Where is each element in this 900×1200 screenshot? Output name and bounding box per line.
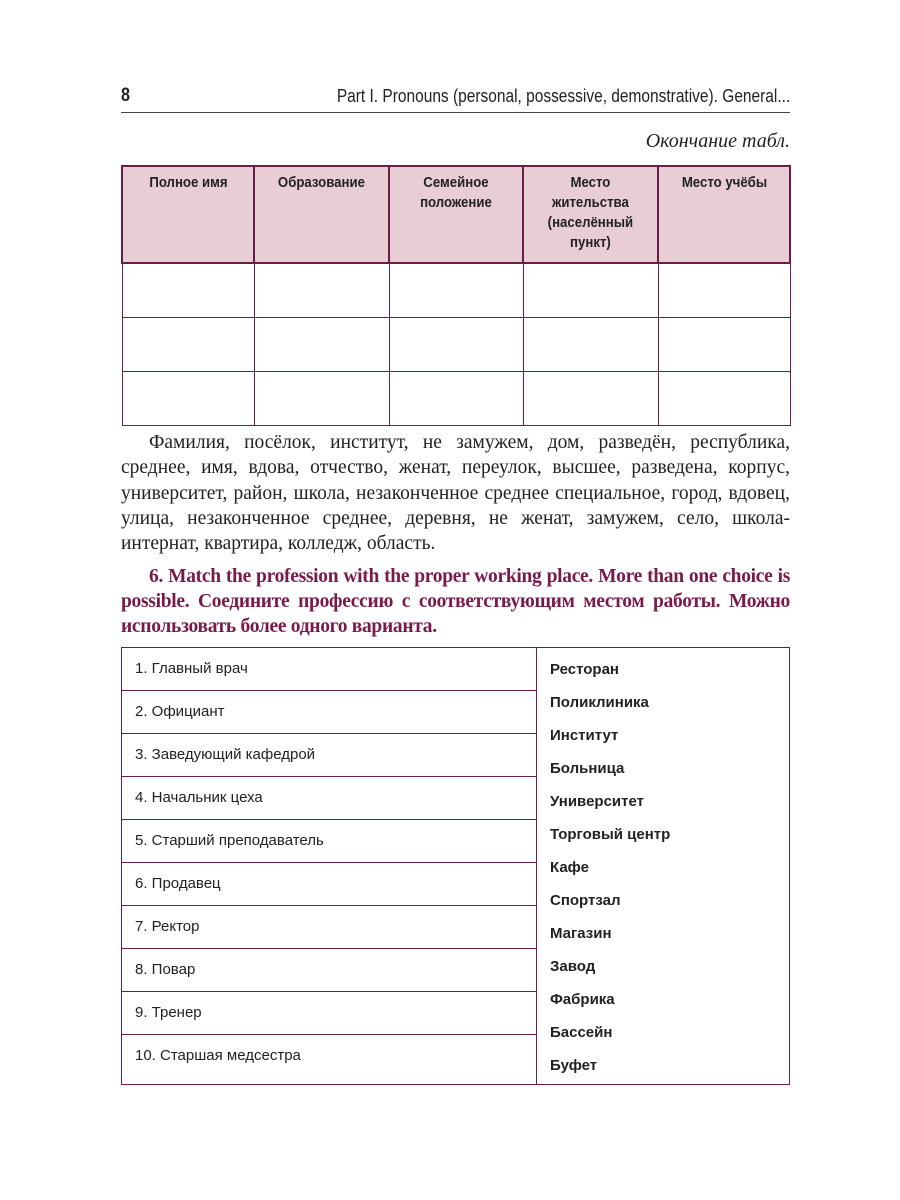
table-header-row <box>122 166 790 263</box>
place-item: Фабрика <box>550 991 615 1008</box>
place-item: Буфет <box>550 1057 598 1074</box>
table-cell[interactable] <box>122 318 254 372</box>
table-cell[interactable] <box>389 263 523 318</box>
profession-item: 5. Старший преподаватель <box>122 820 536 863</box>
place-item: Кафе <box>550 859 589 876</box>
place-item: Ресторан <box>550 661 619 678</box>
table-row <box>122 318 790 372</box>
table-cell[interactable] <box>523 372 658 426</box>
column-header: Семейное положение <box>389 166 523 263</box>
column-header: Образование <box>254 166 389 263</box>
place-item: Завод <box>550 958 596 975</box>
table-cell[interactable] <box>122 263 254 318</box>
profession-item: 7. Ректор <box>122 906 536 949</box>
table-cell[interactable] <box>254 318 389 372</box>
matching-table <box>121 647 790 1085</box>
table-cell[interactable] <box>658 372 790 426</box>
table-row <box>122 372 790 426</box>
place-item: Торговый центр <box>550 826 671 843</box>
table-cell[interactable] <box>254 263 389 318</box>
profession-item: 2. Официант <box>122 691 536 734</box>
table-cell[interactable] <box>389 318 523 372</box>
profession-item: 1. Главный врач <box>122 648 536 691</box>
table-continuation-label: Окончание табл. <box>645 130 790 152</box>
page-number: 8 <box>121 85 130 106</box>
column-header: Место жительства (населённый пункт) <box>523 166 658 263</box>
exercise-6-instruction: 6. Match the profession with the proper working place. More than one choice is possible. Соедините профессию с соответствующим местом работы. Можно использовать более одного варианта. <box>121 566 790 637</box>
table-cell[interactable] <box>523 263 658 318</box>
column-header: Полное имя <box>122 166 254 263</box>
header-rule <box>121 112 790 113</box>
table-cell[interactable] <box>523 318 658 372</box>
professions-column <box>122 648 537 1084</box>
place-item: Университет <box>550 793 644 810</box>
profession-item: 6. Продавец <box>122 863 536 906</box>
place-item: Магазин <box>550 925 612 942</box>
place-item: Поликлиника <box>550 694 649 711</box>
places-column <box>550 658 670 1087</box>
running-title: Part I. Pronouns (personal, possessive, demonstrative). General... <box>336 86 790 106</box>
table-cell[interactable] <box>122 372 254 426</box>
profession-item: 10. Старшая медсестра <box>135 1047 301 1064</box>
profession-item: 9. Тренер <box>122 992 536 1035</box>
word-list-paragraph: Фамилия, посёлок, институт, не замужем, дом, разведён, республика, среднее, имя, вдова, отчество, женат, переулок, высшее, разведена, корпус, университет, район, школа, незаконченное среднее специальное, город, вдовец, улица, незаконченное среднее, деревня, не женат, замужем, село, школа-интернат, квартира, колледж, область. <box>121 432 790 555</box>
profession-item: 8. Повар <box>122 949 536 992</box>
profession-item: 4. Начальник цеха <box>122 777 536 820</box>
place-item: Институт <box>550 727 619 744</box>
personal-data-table <box>121 165 791 426</box>
place-item: Бассейн <box>550 1024 613 1041</box>
table-row <box>122 263 790 318</box>
column-header: Место учёбы <box>658 166 790 263</box>
profession-item: 3. Заведующий кафедрой <box>122 734 536 777</box>
table-cell[interactable] <box>658 318 790 372</box>
place-item: Больница <box>550 760 625 777</box>
table-cell[interactable] <box>254 372 389 426</box>
place-item: Спортзал <box>550 892 621 909</box>
table-cell[interactable] <box>389 372 523 426</box>
table-cell[interactable] <box>658 263 790 318</box>
